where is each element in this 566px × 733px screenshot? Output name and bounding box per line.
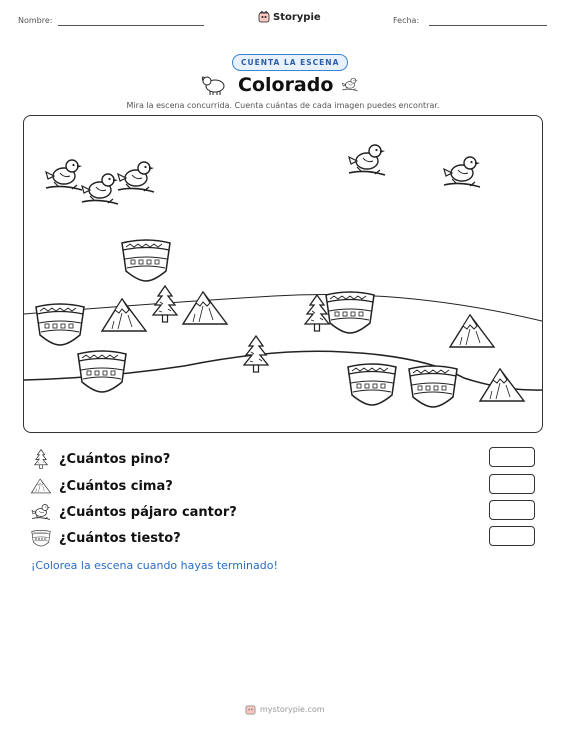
- page-title: Colorado: [238, 74, 334, 96]
- question-text: ¿Cuántos pino?: [59, 451, 171, 467]
- pine-icon: [31, 449, 51, 469]
- peak-icon: [31, 476, 51, 496]
- peak-2: [183, 292, 227, 324]
- bighorn-sheep-icon: [200, 72, 228, 96]
- activity-badge: CUENTA LA ESCENA: [232, 54, 348, 71]
- songbird-5: [444, 157, 480, 187]
- scene-panel: [23, 115, 543, 433]
- pot-6: [409, 366, 457, 407]
- name-label: Nombre:: [18, 16, 53, 25]
- date-field[interactable]: [429, 25, 547, 26]
- answer-box-pot[interactable]: [489, 526, 535, 546]
- pot-1: [122, 240, 170, 281]
- question-text: ¿Cuántos tiesto?: [59, 530, 181, 546]
- pine-2: [305, 295, 329, 331]
- question-row-songbird: [31, 502, 237, 522]
- question-text: ¿Cuántos pájaro cantor?: [59, 504, 237, 520]
- storypie-icon: [245, 704, 256, 715]
- question-text: ¿Cuántos cima?: [59, 478, 173, 494]
- brand-logo: [258, 11, 321, 23]
- peak-1: [102, 299, 146, 331]
- pine-1: [153, 286, 177, 322]
- coloring-note: ¡Colorea la escena cuando hayas terminado!: [31, 559, 278, 572]
- answer-box-peak[interactable]: [489, 474, 535, 494]
- footer-site[interactable]: mystorypie.com: [260, 705, 325, 714]
- songbird-icon: [31, 502, 51, 522]
- question-row-pot: [31, 528, 181, 548]
- pot-4: [326, 292, 374, 333]
- question-row-pine: [31, 449, 170, 469]
- brand-name: Storypie: [273, 11, 321, 23]
- question-row-peak: [31, 476, 173, 496]
- name-field[interactable]: [58, 25, 204, 26]
- songbird-1: [46, 160, 82, 190]
- instructions: Mira la escena concurrida. Cuenta cuántas de cada imagen puedes encontrar.: [126, 101, 440, 110]
- pot-2: [36, 304, 84, 345]
- pot-3: [78, 351, 126, 392]
- pot-icon: [31, 528, 51, 548]
- answer-box-pine[interactable]: [489, 447, 535, 467]
- songbird-3: [118, 162, 154, 192]
- date-label: Fecha:: [393, 16, 420, 25]
- pine-3: [244, 336, 268, 372]
- pot-5: [348, 364, 396, 405]
- back-hill-line: [24, 294, 542, 321]
- songbird-2: [82, 174, 118, 204]
- answer-box-songbird[interactable]: [489, 500, 535, 520]
- songbird-4: [349, 145, 385, 175]
- storypie-icon: [258, 11, 270, 23]
- scene-illustration: [24, 116, 542, 432]
- footer: [245, 704, 325, 715]
- songbird-title-icon: [338, 72, 362, 96]
- peak-3: [450, 315, 494, 347]
